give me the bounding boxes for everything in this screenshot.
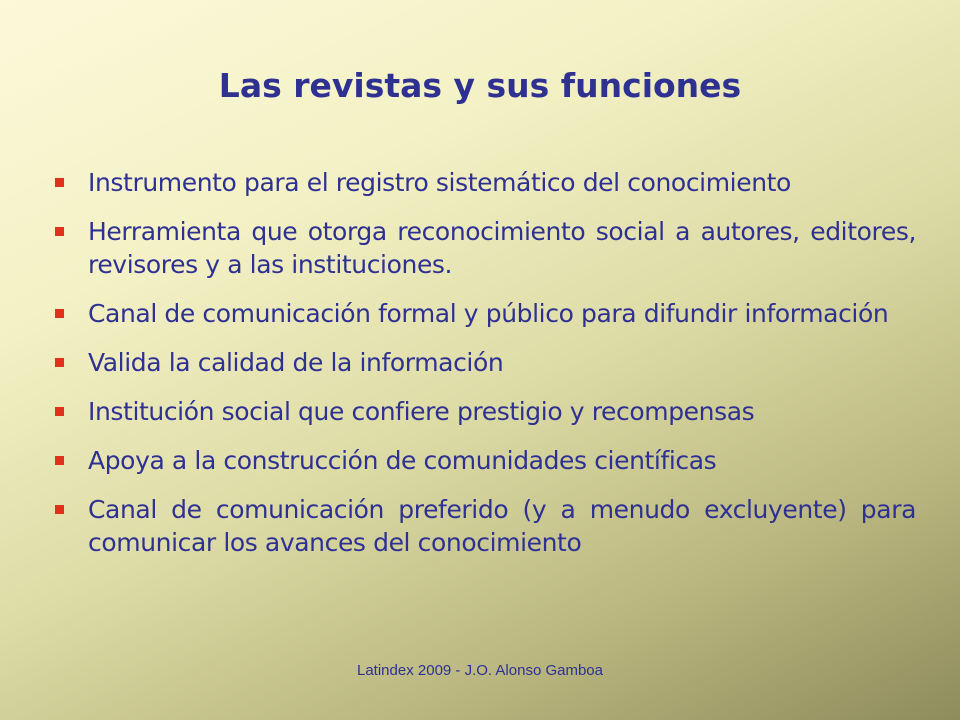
bullet-text: Institución social que confiere prestigio y recompensas: [88, 397, 755, 426]
bullet-item: [52, 297, 916, 330]
square-bullet-icon: [55, 456, 64, 465]
bullet-text: Apoya a la construcción de comunidades científicas: [88, 446, 717, 475]
bullet-text: Herramienta que otorga reconocimiento social a autores, editores, revisores y a las instituciones.: [88, 217, 916, 279]
square-bullet-icon: [55, 178, 64, 187]
slide-footer: Latindex 2009 - J.O. Alonso Gamboa: [357, 662, 603, 679]
bullet-item: [52, 444, 916, 477]
slide-title: Las revistas y sus funciones: [218, 66, 742, 105]
bullet-text: Canal de comunicación preferido (y a menudo excluyente) para comunicar los avances del conocimiento: [88, 495, 916, 557]
square-bullet-icon: [55, 309, 64, 318]
bullet-text: Instrumento para el registro sistemático del conocimiento: [88, 168, 791, 197]
bullet-item: [52, 395, 916, 428]
square-bullet-icon: [55, 505, 64, 514]
square-bullet-icon: [55, 227, 64, 236]
square-bullet-icon: [55, 358, 64, 367]
bullet-item: [52, 493, 916, 559]
bullet-item: [52, 215, 916, 281]
bullet-text: Valida la calidad de la información: [88, 348, 504, 377]
bullet-item: [52, 346, 916, 379]
square-bullet-icon: [55, 407, 64, 416]
bullet-text: Canal de comunicación formal y público para difundir información: [88, 299, 889, 328]
bullet-list: [52, 166, 916, 575]
bullet-item: [52, 166, 916, 199]
